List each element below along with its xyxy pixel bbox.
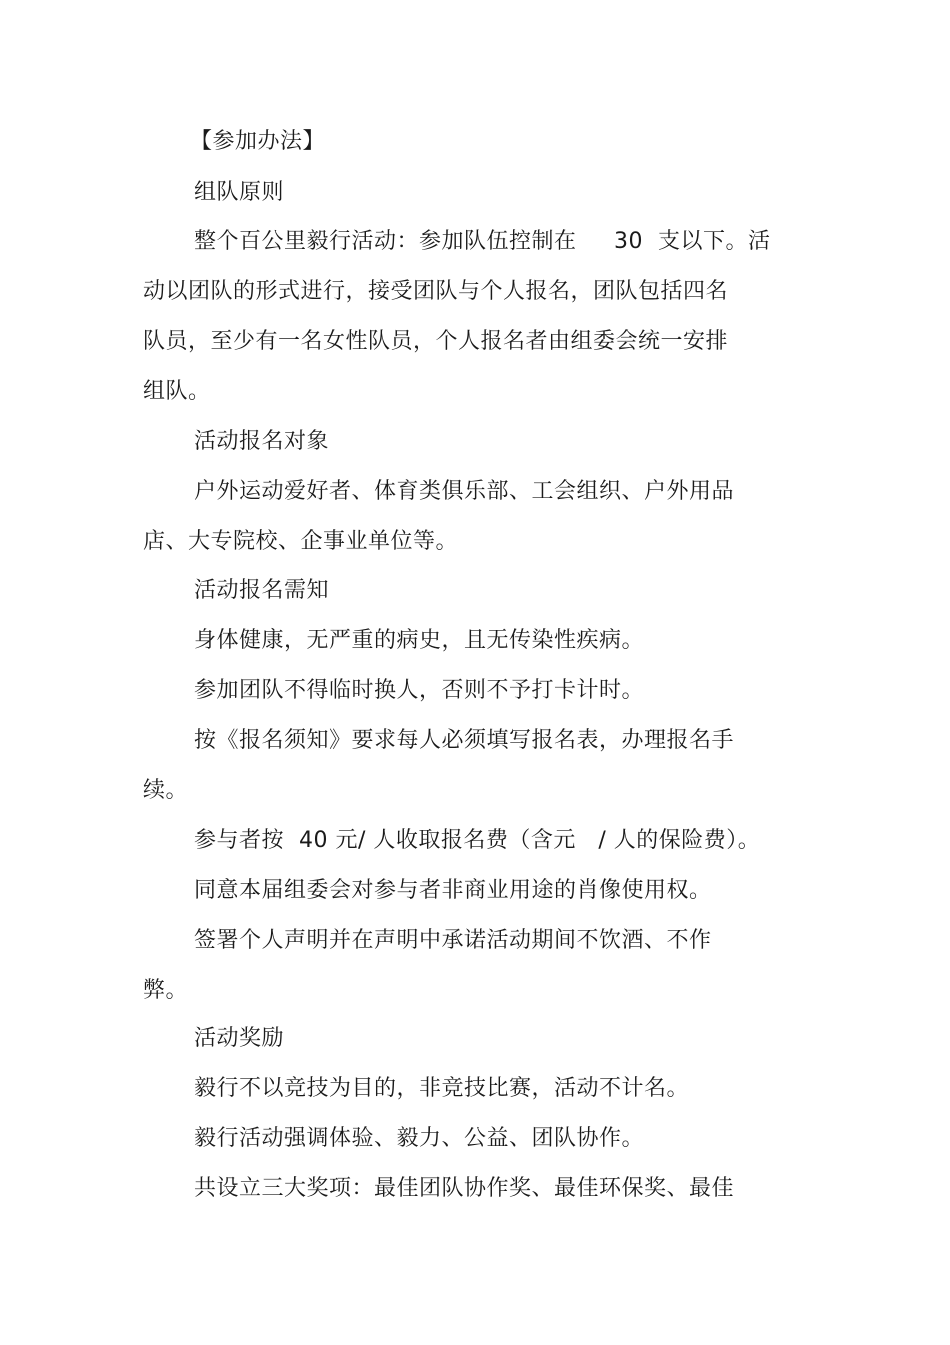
paragraph-line: 身体健康，无严重的病史，且无传染性疾病。 xyxy=(194,628,645,653)
section-heading: 【参加办法】 xyxy=(190,129,326,154)
paragraph-line: 签署个人声明并在声明中承诺活动期间不饮酒、不作 xyxy=(194,928,712,953)
paragraph-line: 弊。 xyxy=(143,978,189,1003)
paragraph-line: 组队。 xyxy=(143,379,211,404)
paragraph-line: 动以团队的形式进行，接受团队与个人报名，团队包括四名 xyxy=(143,279,729,304)
paragraph-line: 同意本届组委会对参与者非商业用途的肖像使用权。 xyxy=(194,878,712,903)
paragraph-line: 毅行不以竞技为目的，非竞技比赛，活动不计名。 xyxy=(194,1076,690,1101)
paragraph-line: 店、大专院校、企事业单位等。 xyxy=(143,529,459,554)
paragraph-line: 参与者按 40 元/ 人收取报名费（含元 / 人的保险费）。 xyxy=(194,828,761,853)
subheading-awards: 活动奖励 xyxy=(194,1026,285,1051)
paragraph-line: 整个百公里毅行活动：参加队伍控制在 30 支以下。活 xyxy=(194,229,771,254)
paragraph-line: 户外运动爱好者、体育类俱乐部、工会组织、户外用品 xyxy=(194,479,735,504)
paragraph-line: 按《报名须知》要求每人必须填写报名表，办理报名手 xyxy=(194,728,735,753)
subheading-notice: 活动报名需知 xyxy=(194,578,330,603)
paragraph-line: 队员，至少有一名女性队员，个人报名者由组委会统一安排 xyxy=(143,329,729,354)
subheading-target: 活动报名对象 xyxy=(194,429,330,454)
paragraph-line: 参加团队不得临时换人，否则不予打卡计时。 xyxy=(194,678,645,703)
subheading-team-principle: 组队原则 xyxy=(194,180,285,205)
paragraph-line: 共设立三大奖项：最佳团队协作奖、最佳环保奖、最佳 xyxy=(194,1176,735,1201)
paragraph-line: 毅行活动强调体验、毅力、公益、团队协作。 xyxy=(194,1126,645,1151)
paragraph-line: 续。 xyxy=(143,778,189,803)
